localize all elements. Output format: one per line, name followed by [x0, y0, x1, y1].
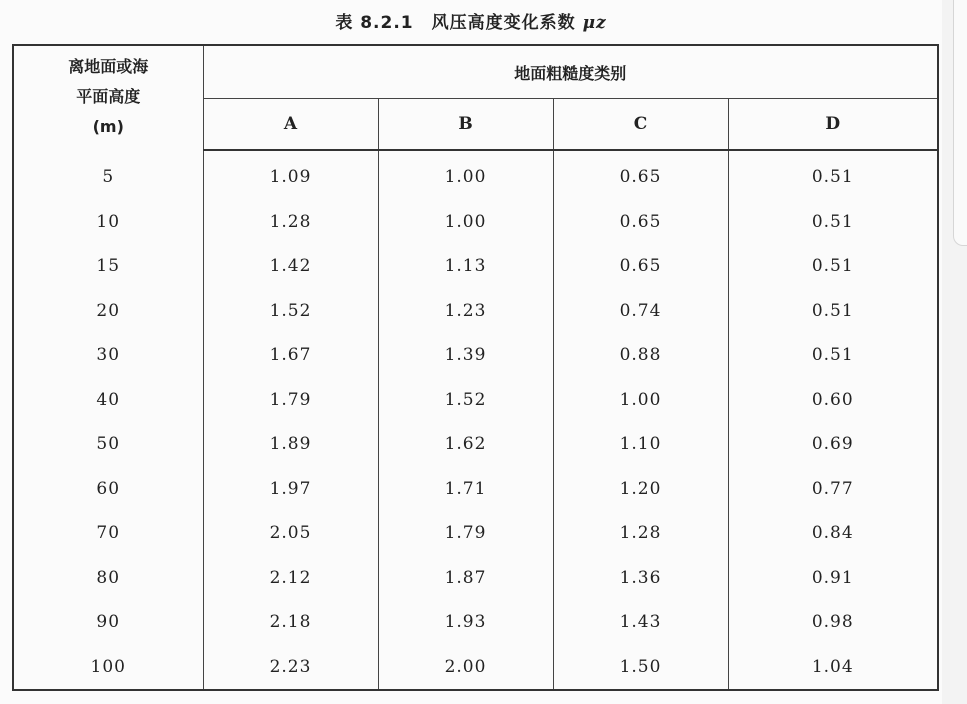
- coefficient-cell: 0.51: [728, 244, 938, 289]
- table-row: [13, 600, 938, 645]
- height-cell: 80: [13, 556, 203, 601]
- coefficient-cell: 1.28: [553, 511, 728, 556]
- coefficient-cell: 0.51: [728, 200, 938, 245]
- category-d-header: D: [728, 99, 938, 151]
- coefficient-cell: 1.36: [553, 556, 728, 601]
- table-row: [13, 244, 938, 289]
- coefficient-cell: 1.20: [553, 467, 728, 512]
- table-row: [13, 378, 938, 423]
- table-row: [13, 289, 938, 334]
- height-cell: 70: [13, 511, 203, 556]
- roughness-category-header: 地面粗糙度类别: [203, 45, 938, 99]
- coefficient-cell: 1.39: [378, 333, 553, 378]
- coefficient-cell: 0.69: [728, 422, 938, 467]
- coefficient-cell: 1.09: [203, 150, 378, 200]
- coefficient-cell: 1.43: [553, 600, 728, 645]
- coefficient-cell: 0.98: [728, 600, 938, 645]
- category-c-header: C: [553, 99, 728, 151]
- height-cell: 60: [13, 467, 203, 512]
- coefficient-cell: 2.05: [203, 511, 378, 556]
- coefficient-cell: 2.00: [378, 645, 553, 691]
- category-a-header: A: [203, 99, 378, 151]
- table-row: [13, 422, 938, 467]
- wind-pressure-table: [12, 44, 939, 691]
- coefficient-cell: 1.13: [378, 244, 553, 289]
- coefficient-cell: 0.65: [553, 244, 728, 289]
- coefficient-cell: 1.42: [203, 244, 378, 289]
- coefficient-cell: 0.74: [553, 289, 728, 334]
- coefficient-cell: 2.12: [203, 556, 378, 601]
- table-row: [13, 200, 938, 245]
- coefficient-cell: 0.84: [728, 511, 938, 556]
- height-cell: 5: [13, 150, 203, 200]
- coefficient-cell: 1.79: [378, 511, 553, 556]
- table-row: [13, 645, 938, 691]
- table-body: [13, 150, 938, 690]
- coefficient-cell: 1.71: [378, 467, 553, 512]
- coefficient-cell: 1.79: [203, 378, 378, 423]
- height-cell: 50: [13, 422, 203, 467]
- height-header-line: 离地面或海: [68, 57, 149, 76]
- side-panel-edge: [953, 0, 967, 246]
- height-column-header: [13, 45, 203, 150]
- coefficient-cell: 1.62: [378, 422, 553, 467]
- coefficient-cell: 0.65: [553, 150, 728, 200]
- height-cell: 30: [13, 333, 203, 378]
- height-cell: 90: [13, 600, 203, 645]
- height-header-unit: (m): [92, 117, 124, 136]
- coefficient-cell: 1.50: [553, 645, 728, 691]
- coefficient-cell: 0.51: [728, 289, 938, 334]
- coefficient-symbol: μz: [582, 13, 607, 33]
- coefficient-cell: 0.88: [553, 333, 728, 378]
- coefficient-cell: 1.00: [378, 200, 553, 245]
- coefficient-cell: 0.51: [728, 333, 938, 378]
- table-row: [13, 556, 938, 601]
- height-cell: 40: [13, 378, 203, 423]
- table-number: 表 8.2.1: [335, 13, 414, 33]
- height-cell: 10: [13, 200, 203, 245]
- height-header-line: 平面高度: [76, 87, 141, 106]
- coefficient-cell: 1.93: [378, 600, 553, 645]
- coefficient-cell: 0.51: [728, 150, 938, 200]
- coefficient-cell: 1.28: [203, 200, 378, 245]
- table-caption: [0, 8, 942, 33]
- coefficient-cell: 0.77: [728, 467, 938, 512]
- coefficient-cell: 0.91: [728, 556, 938, 601]
- table-title: 风压高度变化系数: [431, 13, 576, 33]
- coefficient-cell: 1.23: [378, 289, 553, 334]
- coefficient-cell: 1.10: [553, 422, 728, 467]
- coefficient-cell: 1.87: [378, 556, 553, 601]
- coefficient-cell: 0.65: [553, 200, 728, 245]
- height-cell: 100: [13, 645, 203, 691]
- coefficient-cell: 1.97: [203, 467, 378, 512]
- table-row: [13, 333, 938, 378]
- coefficient-cell: 1.52: [203, 289, 378, 334]
- coefficient-cell: 1.52: [378, 378, 553, 423]
- coefficient-cell: 1.04: [728, 645, 938, 691]
- table-row: [13, 150, 938, 200]
- category-b-header: B: [378, 99, 553, 151]
- coefficient-cell: 1.67: [203, 333, 378, 378]
- height-cell: 15: [13, 244, 203, 289]
- coefficient-cell: 1.89: [203, 422, 378, 467]
- height-cell: 20: [13, 289, 203, 334]
- coefficient-cell: 1.00: [553, 378, 728, 423]
- table-row: [13, 511, 938, 556]
- coefficient-cell: 0.60: [728, 378, 938, 423]
- coefficient-cell: 2.23: [203, 645, 378, 691]
- coefficient-cell: 1.00: [378, 150, 553, 200]
- table-row: [13, 467, 938, 512]
- coefficient-cell: 2.18: [203, 600, 378, 645]
